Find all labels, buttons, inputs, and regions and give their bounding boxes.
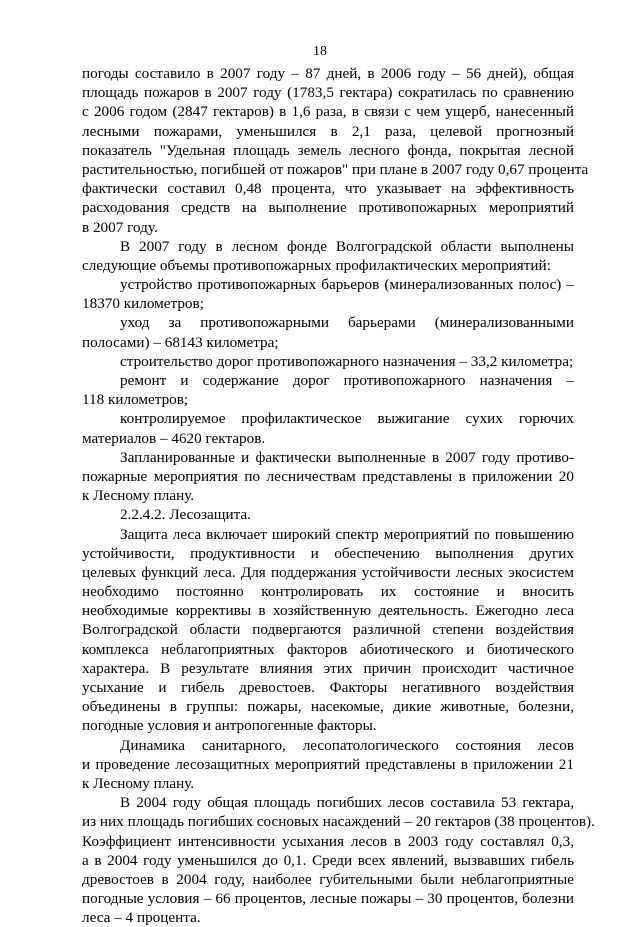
text-line: усыхание и гибель древостоев. Факторы негативного воздействия <box>82 679 574 696</box>
text-line: растительностью, погибшей от пожаров" при плане в 2007 году 0,67 процента <box>82 160 589 178</box>
text-line: контролируемое профилактическое выжигание сухих горючих <box>120 410 574 428</box>
text-line: ремонт и содержание дорог противопожарного назначения – <box>120 372 574 389</box>
text-line: В 2007 году в лесном фонде Волгоградской области выполнены <box>120 237 574 255</box>
text-line: фактически составил 0,48 процента, что указывает на эффективность <box>82 180 574 198</box>
text-line: к Лесному плану. <box>82 774 195 792</box>
text-line: из них площадь погибших сосновых насаждений – 20 гектаров (38 процентов). <box>82 813 595 831</box>
text-line: материалов – 4620 гектаров. <box>82 429 266 447</box>
text-line: площадь пожаров в 2007 году (1783,5 гектара) сократилась по сравнению <box>82 84 574 102</box>
text-line: погодные условия – 66 процентов, лесные пожары – 30 процентов, болезни <box>82 890 574 908</box>
text-line: характера. В результате влияния этих причин происходит частичное <box>82 659 574 677</box>
text-line: 118 километров; <box>82 391 189 409</box>
text-line: Коэффициент интенсивности усыхания лесов в 2003 году составлял 0,3, <box>82 832 574 850</box>
text-line: полосами) – 68143 километра; <box>82 333 279 351</box>
text-line: с 2006 годом (2847 гектаров) в 1,6 раза, в связи с чем ущерб, нанесенный <box>82 103 574 121</box>
text-line: Запланированные и фактически выполненные в 2007 году противо- <box>120 448 574 466</box>
text-line: и проведение лесозащитных мероприятий представлены в приложении 21 <box>82 755 574 773</box>
text-line: устройство противопожарных барьеров (минерализованных полос) – <box>120 276 574 294</box>
document-body <box>82 64 595 927</box>
text-line: расходования средств на выполнение противопожарных мероприятий <box>82 199 574 217</box>
text-line: пожарные мероприятия по лесничествам представлены в приложении 20 <box>82 467 574 485</box>
text-line: 18370 километров; <box>82 295 204 313</box>
text-line: погоды составило в 2007 году – 87 дней, в 2006 году – 56 дней), общая <box>82 65 574 82</box>
text-line: комплекса неблагоприятных факторов абиотического и биотического <box>82 640 574 658</box>
page-number: 18 <box>313 44 327 59</box>
text-line: строительство дорог противопожарного назначения – 33,2 километра; <box>120 352 574 370</box>
text-line: древостоев в 2004 году, наиболее губительными были неблагоприятные <box>82 870 574 888</box>
text-line: Волгоградской области подвергаются различной степени воздействия <box>82 621 574 639</box>
text-line: необходимо постоянно контролировать их состояние и вносить <box>82 583 574 601</box>
text-line: показатель "Удельная площадь земель лесного фонда, покрытая лесной <box>82 141 574 159</box>
text-line: следующие объемы противопожарных профилактических мероприятий: <box>82 256 551 274</box>
text-line: целевых функций леса. Для поддержания устойчивости лесных экосистем <box>82 563 574 581</box>
text-line: к Лесному плану. <box>82 487 195 505</box>
text-line: объединены в группы: пожары, насекомые, дикие животные, болезни, <box>82 698 574 716</box>
text-line: а в 2004 году уменьшился до 0,1. Среди всех явлений, вызвавших гибель <box>82 851 574 869</box>
text-line: 2.2.4.2. Лесозащита. <box>120 506 251 524</box>
text-line: необходимые коррективы в хозяйственную деятельность. Ежегодно леса <box>82 602 574 620</box>
text-line: В 2004 году общая площадь погибших лесов составила 53 гектара, <box>120 794 574 812</box>
text-line: в 2007 году. <box>82 218 158 236</box>
text-line: уход за противопожарными барьерами (минерализованными <box>120 314 574 332</box>
text-line: Динамика санитарного, лесопатологического состояния лесов <box>120 736 574 754</box>
text-line: лесными пожарами, уменьшился в 2,1 раза, целевой прогнозный <box>82 122 574 140</box>
text-line: погодные условия и антропогенные факторы. <box>82 717 377 735</box>
text-line: устойчивости, продуктивности и обеспечению выполнения других <box>82 544 574 562</box>
text-line: леса – 4 процента. <box>82 909 201 927</box>
text-line: Защита леса включает широкий спектр мероприятий по повышению <box>120 525 574 543</box>
